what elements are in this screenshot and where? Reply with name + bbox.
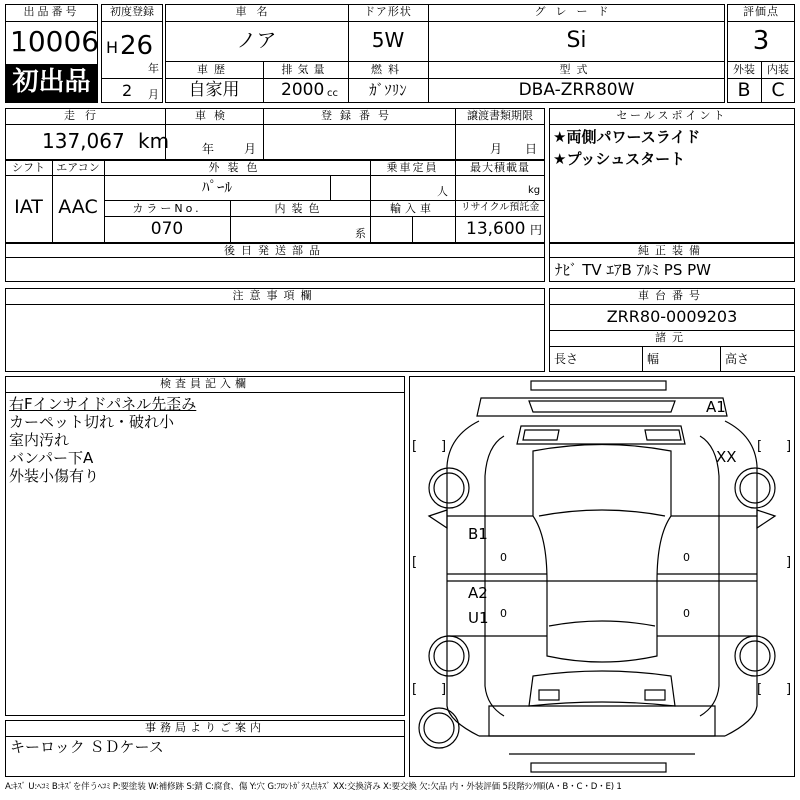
office-label: 事務局よりご案内 [145,721,265,734]
grade: Si [566,28,587,53]
displacement-label: 排気量 [281,63,330,76]
int-color-unit: 系 [355,227,366,240]
history: 自家用 [188,80,240,100]
bracket-6: ] [441,682,447,697]
mileage: 137,067 [42,129,125,153]
load-unit: kg [528,185,541,196]
fuel-label: 燃料 [371,63,405,76]
mark-a1: A1 [706,398,726,416]
era-letter: H [106,38,119,57]
capacity-unit: 人 [437,185,448,198]
ext-color-label: 外装色 [208,161,266,174]
office-text: キーロック ＳＤケース [10,738,164,756]
bracket-3: [ [757,439,763,454]
lot-label: 出品番号 [23,5,80,18]
notes-label: 注意事項欄 [232,289,318,302]
reg-month: 2 [122,81,133,100]
import-label: 輸入車 [390,202,435,215]
legend: A:ｷｽﾞ U:ﾍｺﾐ B:ｷｽﾞを伴うﾍｺﾐ P:要塗装 W:補修跡 S:錆 C:腐食、傷 Y:穴 G:ﾌﾛﾝﾄｶﾞﾗｽ点ｷｽﾞ XX:交換済み X:要交換 欠:欠品 内・外装評価 5段階ﾗﾝｸ順(A・B・C・D・E) 1 [5,782,622,792]
door-label: ドア形状 [364,5,412,18]
bracket-4: ] [786,439,792,454]
bracket-2: ] [441,439,447,454]
selling-points-label: セールスポイント [616,109,728,122]
fuel: ｶﾞｿﾘﾝ [369,81,407,99]
recycle-fee: 13,600 [466,219,526,239]
bracket-10: ] [786,555,792,570]
inspection-year-unit: 年 [202,142,215,156]
capacity-label: 乗車定員 [386,161,439,174]
mileage-label: 走行 [64,109,106,122]
color-no-label: カラーNo. [132,202,202,215]
bracket-1: [ [412,439,418,454]
history-label: 車歴 [197,63,231,76]
zero-4: 0 [683,607,690,620]
inspector-label: 検査員記入欄 [160,377,250,390]
mileage-unit: km [138,129,170,153]
width-label: 幅 [647,352,660,366]
bracket-9: [ [412,555,418,570]
lot-number: 10006 [10,25,100,58]
zero-1: 0 [500,551,507,564]
specs-label: 諸元 [655,331,689,344]
int-color-label: 内装色 [274,202,326,215]
inspector-line-1: 右Fインサイドパネル先歪み [9,395,197,413]
car-name-label: 車名 [235,5,278,18]
mark-u1: U1 [468,609,489,627]
door-type: 5W [371,28,405,52]
transfer-label: 譲渡書類期限 [467,109,533,122]
score: 3 [752,26,770,56]
zero-2: 0 [500,607,507,620]
displacement-unit: cc [327,88,338,99]
mark-a2: A2 [468,584,488,602]
ac-label: エアコン [56,161,100,174]
inspection-label: 車検 [195,109,233,122]
grade-label: グレード [534,5,619,18]
bracket-7: [ [757,682,763,697]
reg-year: 26 [120,31,154,61]
inspector-line-3: 室内汚れ [9,431,70,449]
shift: IAT [14,196,43,218]
inspection-month-unit: 月 [244,142,257,156]
model-label: 型式 [559,63,594,76]
inspector-line-2: カーペット切れ・破れ小 [9,413,175,431]
inspector-line-4: バンパー下A [9,449,94,467]
interior-label: 内装 [767,63,789,76]
shift-label: シフト [12,161,45,174]
inspector-line-5: 外装小傷有り [9,467,100,485]
ac: AAC [58,196,98,218]
exterior-label: 外装 [733,63,755,76]
first-reg-label: 初度登録 [110,5,154,18]
equipment: ﾅﾋﾞ TV ｴｱB ｱﾙﾐ PS PW [555,261,711,279]
recycle-unit: 円 [530,223,543,237]
ext-color: ﾊﾟｰﾙ [201,178,232,196]
transfer-month-unit: 月 [490,142,503,156]
zero-3: 0 [683,551,690,564]
equipment-label: 純正装備 [638,244,706,257]
model: DBA-ZRR80W [518,80,635,100]
displacement: 2000 [281,80,325,100]
height-label: 高さ [725,352,750,366]
exterior-grade: B [737,79,751,101]
transfer-day-unit: 日 [525,142,538,156]
reg-number-label: 登録番号 [321,109,397,122]
load-label: 最大積載量 [470,161,530,174]
later-parts-label: 後日発送部品 [224,244,326,257]
car-name: ノア [236,28,277,52]
bracket-8: ] [786,682,792,697]
selling-point-1: ★両側パワースライド [553,128,701,146]
chassis-number: ZRR80-0009203 [606,307,738,326]
interior-grade: C [771,79,785,101]
year-unit: 年 [148,62,159,75]
selling-point-2: ★プッシュスタート [553,150,686,168]
mark-b1: B1 [468,525,488,543]
score-label: 評価点 [743,5,779,18]
mark-xx: XX [716,448,737,466]
car-diagram [409,376,795,777]
length-label: 長さ [554,352,579,366]
recycle-label: リサイクル預託金 [460,202,540,213]
bracket-5: [ [412,682,418,697]
first-listing-text: 初出品 [12,67,91,97]
chassis-label: 車台番号 [638,289,706,302]
color-no: 070 [150,219,184,239]
month-unit: 月 [148,88,159,101]
